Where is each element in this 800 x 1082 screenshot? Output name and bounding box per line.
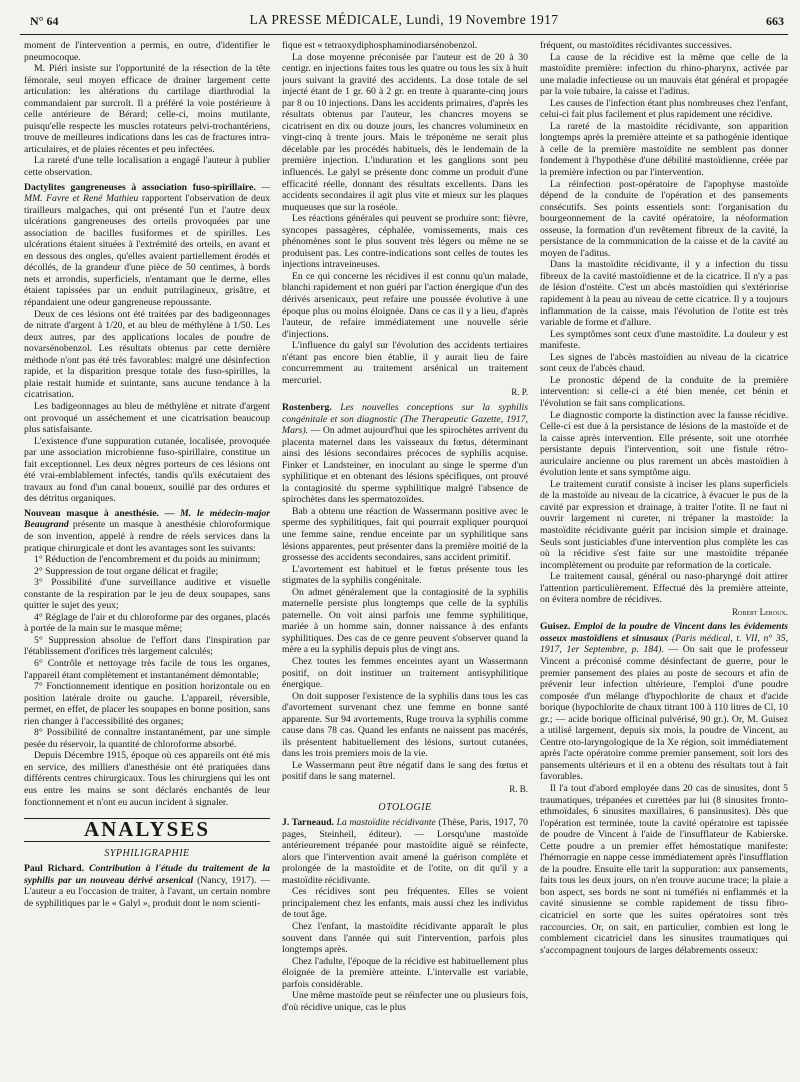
signature: Robert Leroux. [732,606,788,617]
article-title: Dactylites gangreneuses à association fuso-spirillaire. [24,181,256,193]
paragraph: Le traitement curatif consiste à inciser les plans superficiels de la mastoïde au niveau de la cicatrice, à évacuer le pus de la cavité par expression et drainage, à traiter l'otite. Il ne faut ni ouvrir largement ni cureter, ni trépaner la mastoïde: la mastoïdite récidivante guérit par incision simple et drainage. Seuls sont justiciables d'une intervention plus complète les cas où la récidive s'est faite sur une mastoïdite trépanée incomplètement ou produite par reformation de la corticale. [540,478,788,571]
paragraph: Chez l'enfant, la mastoïdite récidivante apparaît le plus souvent dans l'année qui suit l'intervention, parfois plus longtemps après. [282,921,528,956]
paragraph: Bab a obtenu une réaction de Wassermann positive avec le sperme des syphilitiques, fait qui pourrait expliquer pourquoi une femme saine, rendue enceinte par un syphilitique sans lésions apparentes, peut présenter dans la première moitié de la grossesse des accidents secondaires, sans accident primitif. [282,505,528,564]
article-title: Emploi de la poudre de Vincent dans les évidements osseux mastoïdiens et sinusaux [540,621,788,644]
list-item: 1° Réduction de l'encombrement et du poids au minimum; [34,554,261,566]
article-richard [24,863,270,909]
paragraph: Deux de ces lésions ont été traitées par des badigeonnages de nitrate d'argent à 1/20, et au bleu de méthylène à 1/50. Les deux autres, par des applications locales de poudre de novarsénobenzol. Les résultats obtenus par cette dernière méthode n'ont pas été très favorables: malgré une désinfection rapide, et la disparition presque totale des fuso-spirilles, la plaie restait humide et suintante, sans aucune tendance à la cicatrisation. [24,308,270,401]
article-authors: Guisez. [540,621,571,633]
paragraph: La rareté d'une telle localisation a engagé l'auteur à publier cette observation. [24,155,270,179]
paragraph: On admet généralement que la contagiosité de la syphilis maternelle persiste plus longtemps que celle de la syphilis paternelle. On voit ainsi parfois une femme syphilitique, mariée à un homme sain, donner naissance à des enfants syphilitiques. Des cas de ce genre peuvent s'observer quand la mère a eu la syphilis depuis plus de vingt ans. [282,586,528,656]
article-title: Nouveau masque à anesthésie. [24,507,159,519]
article-title: Les nouvelles conceptions sur la syphilis congénitale et son diagnostic [282,401,528,425]
paragraph: En ce qui concerne les récidives il est connu qu'un malade, blanchi rapidement et non guéri par l'action énergique d'un des dérivés arsenicaux, peut refaire une poussée évolutive à une époque plus ou moins éloignée. Dans ce cas il y a lieu, d'après l'auteur, de refaire immédiatement une nouvelle série d'injections. [282,270,528,340]
article-body: présente un masque à anesthésie chloroformique de son invention, appelé à rendre de réels services dans la pratique chirurgicale et dont les avantages sont les suivants: [24,519,270,554]
paragraph: Le traitement causal, général ou naso-pharyngé doit attirer l'attention particulièrement. Effectué dès la première atteinte, on évitera nombre de récidives. [540,571,788,606]
paragraph: Les causes de l'infection étant plus nombreuses chez l'enfant, celui-ci fait plus facilement et plus rapidement une récidive. [540,97,788,121]
paragraph: Une même mastoïde peut se réinfecter une ou plusieurs fois, d'où récidive unique, cas le plus [282,990,528,1013]
columns [20,40,788,1078]
article-body: (Thèse, Paris, 1917, 70 pages, Steinheil, éditeur). — Lorsqu'une mastoïde antérieurement trépanée pour mastoïdite aiguë se réinfecte, alors que l'intervention avait amené la guérison complète et prolongée de la mastoïdite et de l'otite, on dit qu'il y a mastoïdite récidivante. [282,817,528,886]
article-dactylites [24,182,270,309]
section-heading: SYPHILIGRAPHIE [104,847,190,859]
paragraph: Les réactions générales qui peuvent se produire sont: fièvre, syncopes passagères, céphalée, vomissements, mais ces phénomènes sont le plus souvent très légers ou même ne se produisent pas. Les contre-indications sont celles de toutes les injections intraveineuses. [282,213,528,271]
paragraph: On doit supposer l'existence de la syphilis dans tous les cas d'avortement survenant chez une femme en bonne santé apparente. Sur 94 avortements, Ruge trouva la syphilis comme cause dans 78 cas. Quand les enfants ne naissent pas macérés, ils présentent habituellement des lésions, surtout cutanées, dans les trois premiers mois de la vie. [282,690,528,760]
article-body: — On sait que le professeur Vincent a préconisé comme désinfectant de guerre, pour le premier pansement des plaies au poste de secours et afin de prévenir leur infection ultérieure, l'emploi d'une poudre composée d'un mélange d'hypochlorite de chaux et d'acide borique (hypochlorite de chaux titrant 100 à 110 litres de Cl, 10 gr.; — acide borique officinal pulvérisé, 90 gr.). Or, M. Guisez a utilisé largement, depuis six mois, la poudre de Vincent, au Centre oto-laryngologique de la Xe région, soit immédiatement après l'acte opératoire comme premier pansement, soit lors des pansements ultérieurs et il en a obtenu des résultats tout à fait favorables. [540,644,788,783]
column-2 [282,40,528,1078]
article-authors: Rostenberg. [282,401,332,413]
list-item: 8° Possibilité de connaître instantanément, par une simple pesée du réservoir, la quantité de chloroforme absorbé. [24,727,270,750]
paragraph: La cause de la récidive est la même que celle de la mastoïdite première: infection du rhino-pharynx, activée par une maladie infectieuse ou un mauvais état général et propagée par la voie tubaire, la caisse et l'aditus. [540,51,788,98]
signature: R. B. [509,784,528,794]
paragraph: Chez l'adulte, l'époque de la récidive est habituellement plus éloignée de la première atteinte. L'intervalle est variable, parfois considérable. [282,955,528,990]
article-source: (Paris médical, t. VII, n° 35, 1917, 1er Septembre, p. 184). [540,632,788,656]
article-tarneaud [282,817,528,886]
page-header [20,4,788,35]
paragraph: fréquent, ou mastoïdites récidivantes successives. [540,40,733,51]
article-guisez [540,621,788,783]
article-authors: — M. le médecin-major Beaugrand [24,507,270,531]
paragraph: Le Wassermann peut être négatif dans le sang des fœtus et positif dans le sang maternel. [282,759,528,783]
paragraph: Les symptômes sont ceux d'une mastoïdite. La douleur y est manifeste. [540,328,788,352]
list-item: 5° Suppression absolue de l'effort dans l'inspiration par l'établissement d'orifices très largement calculés; [24,634,270,658]
paragraph: Les badigeonnages au bleu de méthylène et nitrate d'argent ont provoqué un asséchement et une cicatrisation beaucoup plus satisfaisante. [24,400,270,436]
list-item: 3° Possibilité d'une surveillance auditive et visuelle constante de la respiration par le jeu de deux soupapes, sans quitter le sujet des yeux; [24,577,270,612]
article-title: Contribution à l'étude du traitement de la syphilis par un nouveau dérivé arsenical [24,863,270,886]
signature: R. P. [511,387,528,398]
section-heading: OTOLOGIE [378,801,432,813]
article-masque [24,508,270,554]
paragraph: Il l'a tout d'abord employée dans 20 cas de sinusites, dont 5 traumatiques, trépanées et curettées par lui (8 sinusites fronto-ethmoïdales, 6 sinusites maxillaires, 6 pansinusites). Dès que l'opération est terminée, toute la cavité opératoire est tapissée de poudre de Vincent à l'aide de l'insufflateur de Kabierske. Cette poudre a un premier effet hémostatique manifeste: l'hémorragie en nappe cesse immédiatement après l'insufflation de la poudre. Ensuite elle tarit la suppuration: aux pansements, faits tous les deux jours, on n'en trouve aucune trace; la plaie a bon aspect, ses bords ne sont ni tuméfiés ni enflammés et la cavité sinusienne se comble rapidement de tissu fibro-cicatriciel en sorte que les suites opératoires sont très raccourcies. Or, on sait, en particulier, combien est long le comblement cicatriciel dans les sinusites traumatiques qui s'accompagnent toujours de larges délabrements osseux: [540,783,788,956]
paragraph: fique est « tetraoxydiphosphaminodiarsénobenzol. [282,40,478,51]
issue-number: N° 64 [30,14,59,28]
paragraph: moment de l'intervention a permis, en outre, d'identifier le pneumocoque. [24,40,270,63]
article-body: (Nancy, 1917). — L'auteur a eu l'occasion de traiter, à l'avant, un certain nombre de syphilitiques par le « Galyl », produit dont le nom scienti- [24,874,270,909]
paragraph: Chez toutes les femmes enceintes ayant un Wassermann positif, on doit instituer un traitement antisyphilitique énergique. [282,655,528,691]
article-title: La mastoïdite récidivante [336,817,436,829]
list-item: 6° Contrôle et nettoyage très facile de tous les organes, l'appareil étant complètement et instantanément démontable; [24,657,270,681]
article-rostenberg [282,402,528,506]
article-body: rapportent l'observation de deux tirailleurs malgaches, qui ont présenté l'un et l'autre deux ulcérations gangreneuses des orteils provoquées par une association de bacilles fusiformes et de spirilles. Les ulcérations étaient situées à l'extrémité des orteils, en avant et en dessous des ongles, qu'elles avaient partiellement érodés et décollés, de la grandeur d'une pièce de 50 centimes, à bords nets et arrondis, superficiels, n'entamant que le derme, elles étaient tapissées par un enduit putrilagineux, grisâtre, et répandaient une odeur gangreneuse repoussante. [24,193,270,309]
paragraph: La dose moyenne préconisée par l'auteur est de 20 à 30 centigr. en injections faites tous les quatre ou tous les six à huit jours suivant la gravité des accidents. La dose totale de sel injecté étant de 1 gr. 60 à 2 gr. en trente à quarante-cinq jours par 8 ou 10 injections. Dans les accidents primaires, d'après les résultats obtenus par l'auteur, les chancres moyens se cicatrisent en dix ou douze jours, les chancres volumineux en vingt-cinq à trente jours. Mais le tréponème ne serait plus décelable par les procédés habituels, dès le lendemain de la première injection. L'induration et les ganglions sont peu influencés. Le galyl se présente donc comme un produit d'une efficacité réelle, donnant des résultats excellents. Dans les accidents secondaires il agit plus vite et mieux sur les plaques muqueuses que sur la roséole. [282,51,528,213]
article-authors: — MM. Favre et René Mathieu [24,181,270,205]
paragraph: La rareté de la mastoïdite récidivante, son apparition longtemps après la première atteinte et sa pathogénie identique à celle de la première mastoïdite ne semblent pas donner fondement à l'hypothèse d'une débilité mastoïdienne, créée par la première infection ou par l'intervention. [540,120,788,179]
paragraph: La réinfection post-opératoire de l'apophyse mastoïde dépend de la conduite de l'opération et des pansements consécutifs. Ses points essentiels sont: l'organisation du bourgeonnement de la cavité opératoire, la néoformation osseuse, la formation d'un revêtement fibreux de la cavité, la persistance de la communication de la caisse et de la cavité au moyen de l'aditus. [540,178,788,259]
article-authors: J. Tarneaud. [282,817,335,829]
list-item: 7° Fonctionnement identique en position horizontale ou en position latérale droite ou gauche. L'appareil, réversible, permet, en effet, de placer les soupapes en bonne position, sans rien changer à l'accessibilité des organes; [24,681,270,727]
paragraph: Dans la mastoïdite récidivante, il y a infection du tissu fibreux de la cavité mastoïdienne et de la cicatrice. Il n'y a pas de lésion d'ostéite. C'est un abcès mastoïdien qui s'extériorise rapidement à la peau au niveau de cette cicatrice. Il y a toujours inflammation de la caisse, mais l'évolution de l'otite est très variable de forme et d'allure. [540,259,788,329]
list-item: 2° Suppression de tout organe délicat et fragile; [34,565,219,577]
paragraph: Le diagnostic comporte la distinction avec la fausse récidive. Celle-ci est due à la persistance de lésions de la mastoïde et de la caisse après intervention. Elle présente, soit une otorrhée persistante depuis l'intervention, soit une fistule rétro-auriculaire ancienne ou plus rarement un abcès mastoïdien à évolution lente et sans symptôme aigu. [540,409,788,479]
paragraph: L'avortement est habituel et le fœtus présente tous les stigmates de la syphilis congénitale. [282,563,528,587]
column-3 [540,40,788,1078]
paragraph: Depuis Décembre 1915, époque où ces appareils ont été mis en service, des milliers d'anesthésie ont été pratiquées dans différents centres chirurgicaux. Tous les chirurgiens qui les ont eus entre les mains se sont déclarés enchantés de leur fonctionnement et n'ont eu aucun incident à signaler. [24,750,270,808]
paragraph: L'existence d'une suppuration cutanée, localisée, provoquée par une association microbienne fuso-spirillaire, constitue un fait exceptionnel. Les deux nègres porteurs de ces lésions ont été vrai-emblablement infectés, tandis qu'ils exécutaient des travaux au fond d'un canal boueux, souillé par des ordures et des détritus organiques. [24,435,270,505]
article-authors: Paul Richard. [24,863,85,875]
paragraph: Le pronostic dépend de la conduite de la première intervention: si celle-ci a été bien menée, cet bénin et l'évolution se fait sans complications. [540,374,788,409]
paragraph: Ces récidives sont peu fréquentes. Elles se voient principalement chez les enfants, mais aussi chez les individus de tout âge. [282,886,528,921]
list-item: 4° Réglage de l'air et du chloroforme par des organes, placés à portée de la main sur le masque même; [24,611,270,635]
journal-title: LA PRESSE MÉDICALE, Lundi, 19 Novembre 1917 [249,12,559,27]
analyses-banner: ANALYSES [24,818,270,842]
paragraph: L'influence du galyl sur l'évolution des accidents tertiaires n'étant pas encore bien établie, il y aurait lieu de faire concurremment au traitement arsénical un traitement mercuriel. [282,340,528,386]
article-body: — On admet aujourd'hui que les spirochètes arrivent du placenta maternel dans les vaisseaux du fœtus, déterminant ainsi des lésions secondaires précoces de syphilis acquise. Finker et Landsteiner, en inoculant au singe le sperme d'un syphilitique et en obtenant des lésions spécifiques, ont prouvé la contagiosité du sperme syphilitique malgré l'absence de spirochètes dans les spermatozoïdes. [282,425,528,506]
article-source: (The Therapeutic Gazette, 1917, Mars). [282,413,528,437]
page-number: 663 [766,14,784,28]
column-1 [24,40,270,1078]
paragraph: Les signes de l'abcès mastoïdien au niveau de la cicatrice sont ceux de l'abcès chaud. [540,351,788,375]
paragraph: M. Piéri insiste sur l'opportunité de la résection de la tête fémorale, seul moyen efficace de drainer largement cette articulation: les altérations du cartilage diarthrodial la commandaient par surcroît. Il a préféré la voie postérieure à celle antérieure de Bérard; celle-ci, moins mutilante, puisqu'elle respecte les muscles rotateurs pelvi-trochantériens, trouve de meilleures indications dans les cas de fractures intra-articulaires, et de plaies récentes et peu infectées. [24,63,270,155]
